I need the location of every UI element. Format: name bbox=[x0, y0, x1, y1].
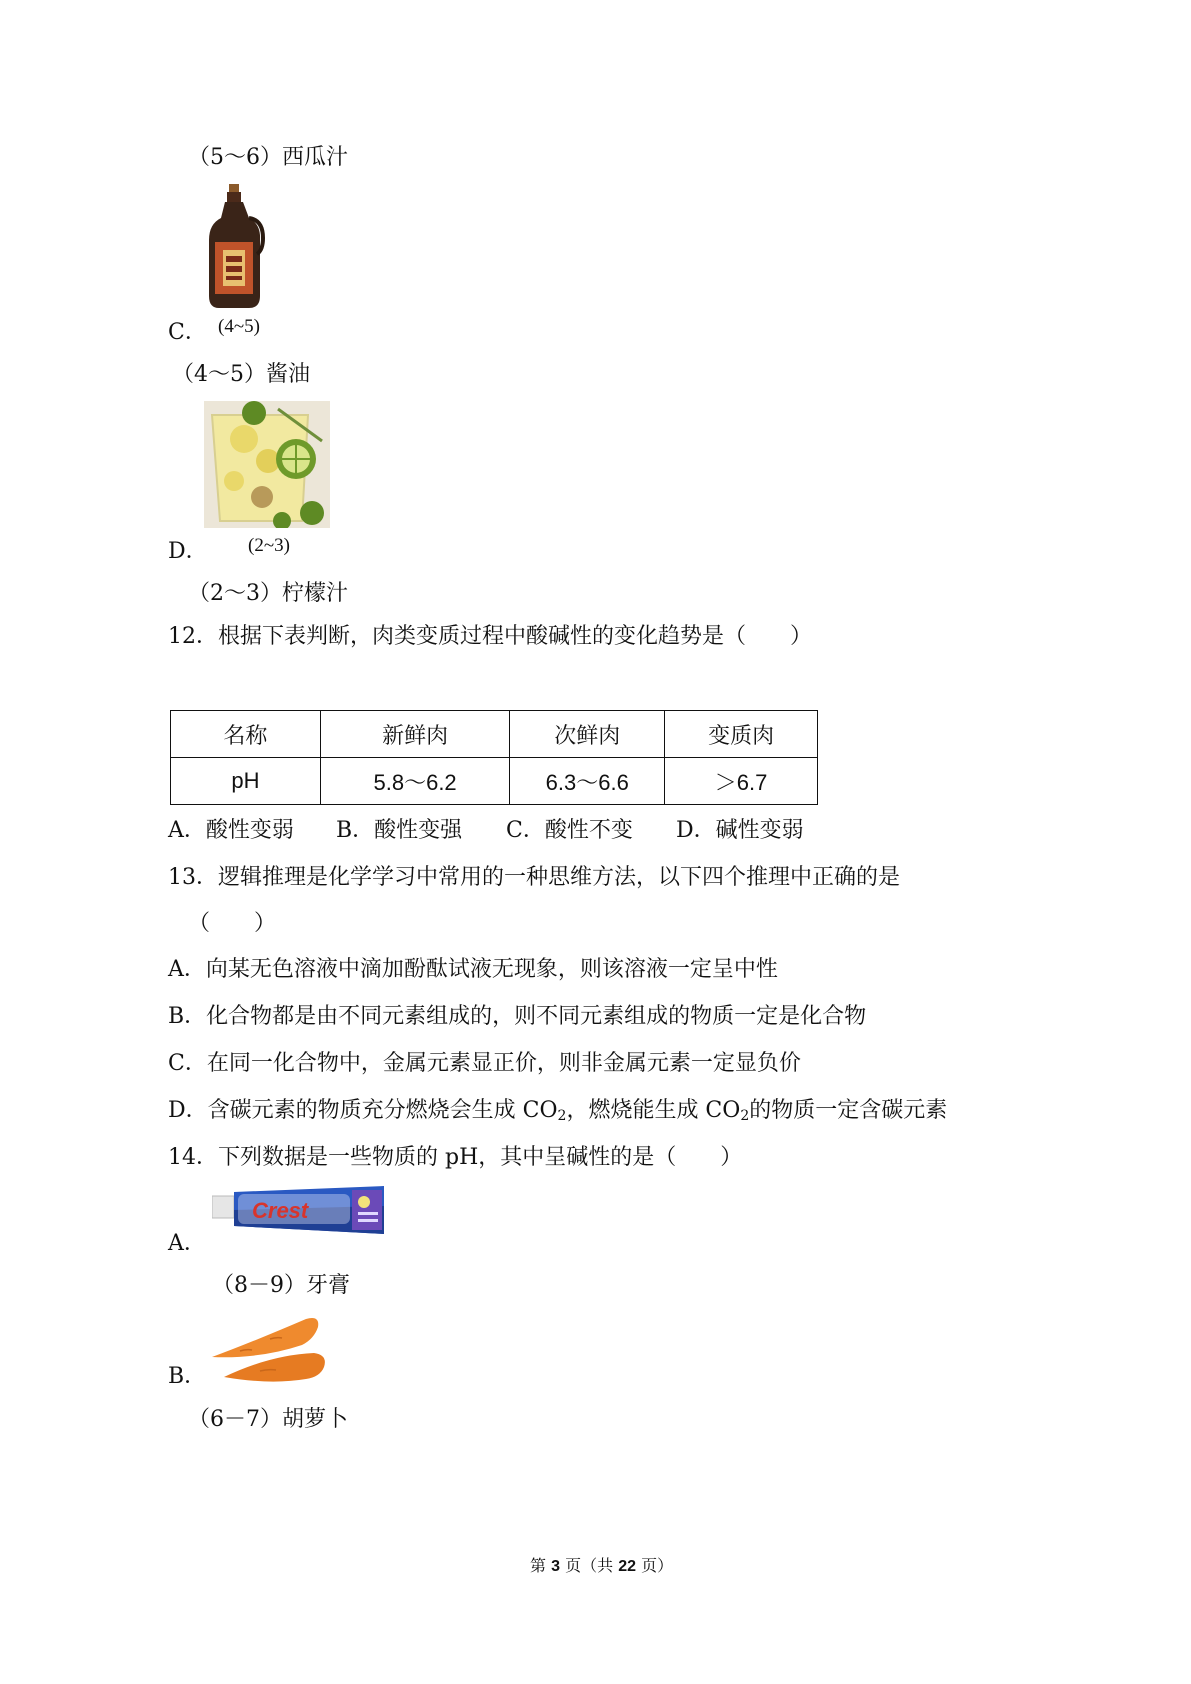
q13-option-d-text-3: 的物质一定含碳元素 bbox=[749, 1098, 948, 1123]
footer-text: 页（共 bbox=[560, 1556, 619, 1575]
toothpaste-brand: Crest bbox=[252, 1198, 309, 1223]
q12-stem: 12．根据下表判断，肉类变质过程中酸碱性的变化趋势是（ ） bbox=[168, 624, 812, 649]
table-header-cell: 变质肉 bbox=[665, 711, 818, 758]
q13-option-c: C．在同一化合物中，金属元素显正价，则非金属元素一定显负价 bbox=[168, 1051, 801, 1076]
q13-option-a: A．向某无色溶液中滴加酚酞试液无现象，则该溶液一定呈中性 bbox=[168, 957, 778, 982]
table-header-cell: 次鲜肉 bbox=[510, 711, 665, 758]
q12-option-a: A．酸性变弱 bbox=[168, 818, 294, 843]
table-cell: 6.3～6.6 bbox=[510, 758, 665, 805]
page-footer bbox=[530, 1553, 673, 1576]
table-cell: 5.8～6.2 bbox=[320, 758, 509, 805]
q12-option-d: D．碱性变弱 bbox=[676, 818, 804, 843]
soy-sauce-bottle-image bbox=[205, 184, 267, 310]
q13-option-d-text-2: ，燃烧能生成 CO bbox=[566, 1098, 741, 1123]
q13-option-d bbox=[168, 1096, 947, 1126]
q13-option-d-text-1: D．含碳元素的物质充分燃烧会生成 CO bbox=[168, 1098, 558, 1123]
toothpaste-image bbox=[212, 1182, 398, 1238]
q13-option-b: B．化合物都是由不同元素组成的，则不同元素组成的物质一定是化合物 bbox=[168, 1004, 867, 1029]
table-header-row bbox=[171, 711, 818, 758]
option-c-caption: （4～5）酱油 bbox=[172, 362, 310, 387]
table-header-cell: 名称 bbox=[171, 711, 321, 758]
table-cell: ＞6.7 bbox=[665, 758, 818, 805]
meat-ph-table bbox=[170, 710, 818, 805]
table-cell: pH bbox=[171, 758, 321, 805]
q13-stem: 13．逻辑推理是化学学习中常用的一种思维方法，以下四个推理中正确的是 bbox=[168, 865, 900, 890]
lemon-juice-image bbox=[204, 401, 330, 528]
footer-page-number: 3 bbox=[551, 1558, 560, 1575]
table-row bbox=[171, 758, 818, 805]
option-d-letter: D． bbox=[168, 539, 208, 564]
footer-text: 第 bbox=[530, 1556, 552, 1575]
q12-option-b: B．酸性变强 bbox=[336, 818, 463, 843]
option-b-caption: （5～6）西瓜汁 bbox=[188, 145, 348, 170]
option-c-letter: C． bbox=[168, 320, 207, 345]
footer-text: 页） bbox=[635, 1556, 674, 1575]
q14-option-a-letter: A． bbox=[168, 1231, 206, 1256]
option-d-picture-label: (2~3) bbox=[248, 535, 290, 556]
option-d-caption: （2～3）柠檬汁 bbox=[188, 581, 348, 606]
q12-option-c: C．酸性不变 bbox=[506, 818, 633, 843]
carrot-icon bbox=[210, 1315, 330, 1387]
option-c-picture-label: (4~5) bbox=[218, 316, 260, 337]
q14-option-b-caption: （6－7）胡萝卜 bbox=[188, 1407, 348, 1432]
table-header-cell: 新鲜肉 bbox=[320, 711, 509, 758]
q14-stem: 14．下列数据是一些物质的 pH，其中呈碱性的是（ ） bbox=[168, 1145, 743, 1170]
q14-option-b-letter: B． bbox=[168, 1364, 207, 1389]
footer-total-pages: 22 bbox=[618, 1558, 636, 1575]
subscript-2: 2 bbox=[740, 1108, 750, 1124]
lemon-juice-glass-icon bbox=[204, 401, 330, 528]
toothpaste-tube-icon bbox=[212, 1182, 398, 1238]
subscript-2: 2 bbox=[557, 1108, 567, 1124]
q13-stem-answer-bracket: （ ） bbox=[188, 911, 277, 936]
soy-sauce-bottle-icon bbox=[205, 184, 267, 310]
q14-option-a-caption: （8－9）牙膏 bbox=[212, 1273, 350, 1298]
carrot-image bbox=[210, 1315, 330, 1387]
